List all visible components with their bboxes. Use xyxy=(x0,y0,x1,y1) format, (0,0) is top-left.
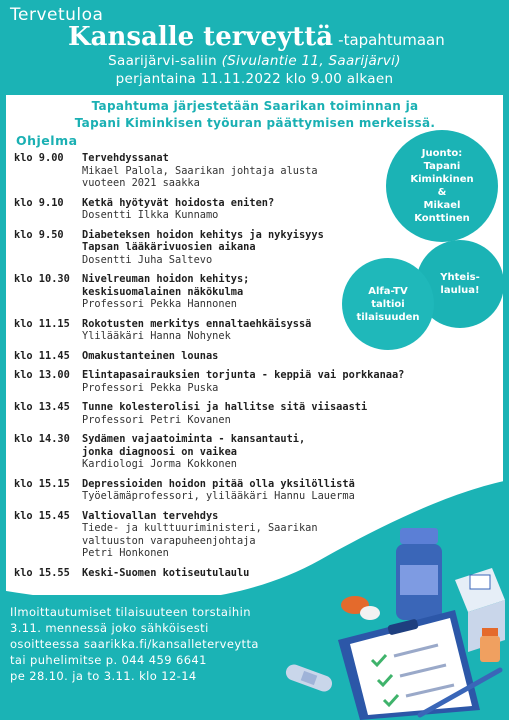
venue xyxy=(0,53,509,69)
agenda-item xyxy=(14,433,434,471)
pill-icon xyxy=(341,596,380,620)
agenda-title: Elintapasairauksien torjunta - keppiä vai porkkanaa? xyxy=(82,369,405,381)
event-title: Kansalle terveyttä xyxy=(68,22,334,52)
agenda-title: Rokotusten merkitys ennaltaehkäisyssä xyxy=(82,317,312,330)
medical-illustration xyxy=(260,520,509,720)
agenda-speaker: Dosentti Juha Saltevo xyxy=(82,253,213,266)
agenda-time: klo 10.30 xyxy=(14,273,70,285)
agenda-body xyxy=(82,197,434,222)
agenda-title: Depressioiden hoidon pitää olla yksilöllistä xyxy=(82,477,355,490)
agenda-title: Keski-Suomen kotiseutulaulu xyxy=(82,566,250,579)
agenda-speaker: Tiede- ja kulttuuriministeri, Saarikan xyxy=(82,522,318,534)
program-heading: Ohjelma xyxy=(16,133,78,148)
registration-line: osoitteessa saarikka.fi/kansalleterveytta xyxy=(10,637,259,651)
agenda-title: Valtiovallan tervehdys xyxy=(82,509,219,522)
intro-line: Tapahtuma järjestetään Saarikan toiminnan ja xyxy=(91,99,419,113)
hosts-bubble-line: Juonto: xyxy=(421,148,463,159)
tv-bubble-line: taltioi xyxy=(371,298,405,310)
agenda-title: keskisuomalainen näkökulma xyxy=(82,285,244,298)
agenda-time: klo 13.00 xyxy=(14,369,70,381)
agenda-time: klo 9.50 xyxy=(14,228,64,241)
agenda-time: klo 15.15 xyxy=(14,477,70,490)
agenda-item xyxy=(14,401,434,426)
agenda-title: Tunne kolesterolisi ja hallitse sitä viisaasti xyxy=(82,401,368,413)
hosts-bubble-line: Konttinen xyxy=(414,213,470,224)
agenda-title: Diabeteksen hoidon kehitys ja nykyisyys xyxy=(82,228,324,241)
intro-text xyxy=(20,98,490,132)
agenda-speaker: Dosentti Ilkka Kunnamo xyxy=(82,209,219,221)
agenda-title: Tapsan lääkärivuosien aikana xyxy=(82,241,256,253)
agenda-speaker: Professori Pekka Hannonen xyxy=(82,298,237,310)
agenda-time: klo 9.00 xyxy=(14,152,64,164)
agenda-time: klo 13.45 xyxy=(14,401,70,413)
agenda-item xyxy=(14,197,434,222)
agenda-speaker: vuoteen 2021 saakka xyxy=(82,177,200,189)
agenda-body xyxy=(82,433,434,471)
hosts-bubble-line: Mikael xyxy=(423,200,461,211)
pill-bottle-icon xyxy=(396,528,442,620)
agenda-body xyxy=(82,401,434,426)
agenda-title: Sydämen vajaatoiminta - kansantauti, xyxy=(82,433,306,445)
bandage-icon xyxy=(284,662,335,693)
agenda-body xyxy=(82,152,434,190)
agenda-item xyxy=(14,478,434,503)
agenda-time: klo 11.45 xyxy=(14,349,70,362)
agenda-time: klo 14.30 xyxy=(14,433,70,445)
agenda-time: klo 15.55 xyxy=(14,566,70,579)
tv-bubble-line: Alfa-TV xyxy=(368,285,408,297)
agenda-speaker: Petri Honkonen xyxy=(82,547,169,559)
agenda-title: Tervehdyssanat xyxy=(82,152,169,164)
agenda-speaker: Professori Pekka Puska xyxy=(82,381,219,394)
agenda-body xyxy=(82,369,434,394)
tv-bubble-line: tilaisuuden xyxy=(356,311,420,323)
hosts-bubble-line: & xyxy=(437,187,447,198)
event-date: perjantaina 11.11.2022 klo 9.00 alkaen xyxy=(115,71,394,87)
agenda-item xyxy=(14,152,434,190)
clipboard-icon xyxy=(338,610,480,720)
agenda-speaker: valtuuston varapuheenjohtaja xyxy=(82,534,256,547)
event-title-suffix: -tapahtumaan xyxy=(338,31,445,49)
agenda-speaker: Ylilääkäri Hanna Nohynek xyxy=(82,330,231,342)
agenda-title: jonka diagnoosi on vaikea xyxy=(82,445,237,458)
greeting: Tervetuloa xyxy=(10,5,104,25)
agenda-speaker: Professori Petri Kovanen xyxy=(82,413,231,426)
agenda-item xyxy=(14,350,434,363)
venue-name: Saarijärvi-saliin xyxy=(108,53,222,69)
registration-line: Ilmoittautumiset tilaisuuteen torstaihin xyxy=(10,605,251,619)
agenda-title: Omakustanteinen lounas xyxy=(82,349,219,362)
hosts-bubble-line: Tapani xyxy=(423,161,461,172)
intro-line: Tapani Kiminkisen työuran päättymisen merkeissä. xyxy=(74,116,436,130)
agenda-time: klo 15.45 xyxy=(14,509,70,522)
header xyxy=(0,0,509,95)
agenda-speaker: Työelämäprofessori, ylilääkäri Hannu Lauerma xyxy=(82,490,355,502)
hosts-bubble xyxy=(386,130,498,242)
registration-line: tai puhelimitse p. 044 459 6641 xyxy=(10,653,207,667)
agenda-time: klo 11.15 xyxy=(14,317,70,330)
agenda-title: Ketkä hyötyvät hoidosta eniten? xyxy=(82,196,275,209)
event-title-line xyxy=(68,22,445,52)
agenda-item xyxy=(14,369,434,394)
registration-line: pe 28.10. ja to 3.11. klo 12-14 xyxy=(10,669,197,683)
agenda-speaker: Kardiologi Jorma Kokkonen xyxy=(82,458,237,470)
agenda-speaker: Mikael Palola, Saarikan johtaja alusta xyxy=(82,164,318,177)
agenda-title: Nivelreuman hoidon kehitys; xyxy=(82,273,250,285)
agenda-time: klo 9.10 xyxy=(14,196,64,209)
agenda-body xyxy=(82,350,434,363)
registration-info xyxy=(10,604,259,684)
small-bottle-icon xyxy=(480,628,500,662)
hosts-bubble-line: Kiminkinen xyxy=(410,174,474,185)
singing-bubble-line: Yhteis- xyxy=(440,272,480,283)
tv-recording-bubble xyxy=(342,258,434,350)
registration-line: 3.11. mennessä joko sähköisesti xyxy=(10,621,209,635)
agenda-body xyxy=(82,478,434,503)
venue-address: (Sivulantie 11, Saarijärvi) xyxy=(221,53,401,69)
singing-bubble-line: laulua! xyxy=(440,285,480,296)
